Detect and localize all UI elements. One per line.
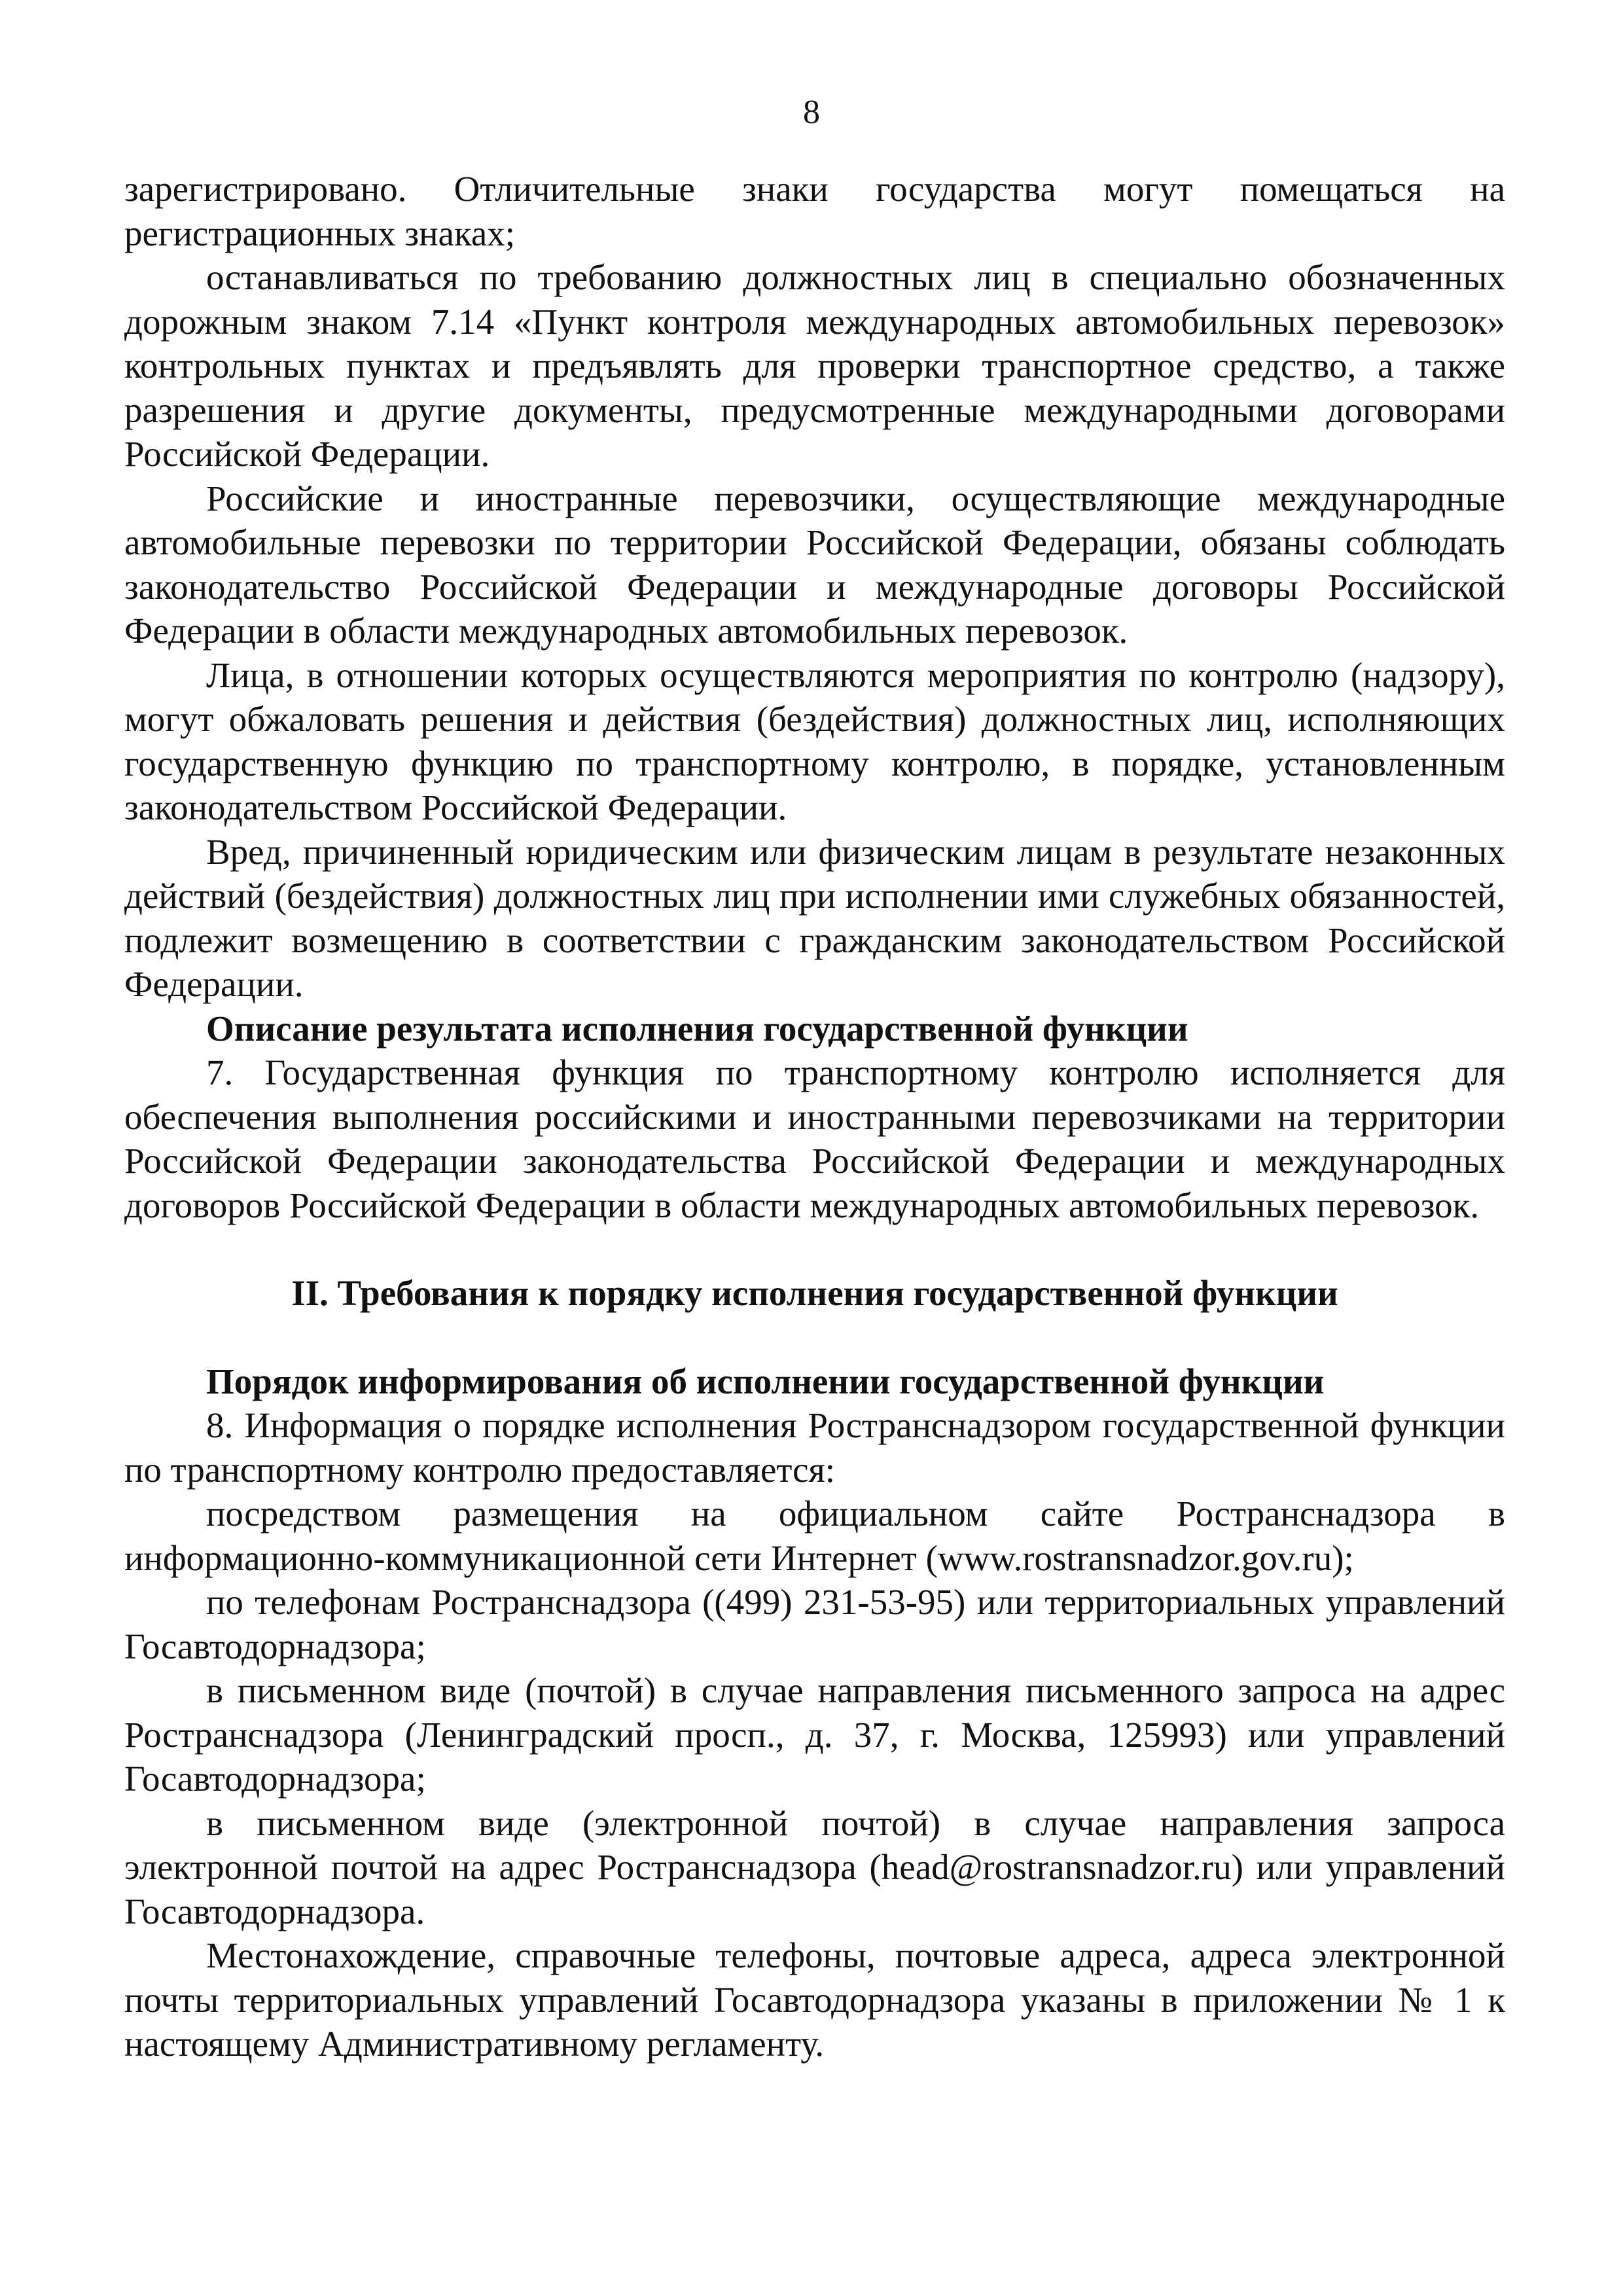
paragraph: 7. Государственная функция по транспортному контролю исполняется для обеспечения выполнения российскими и иностранными перевозчиками на территории Российской Федерации законодательства Российской Федерации и международных договоров Российской Федерации в области международных автомобильных перевозок. xyxy=(124,1052,1505,1225)
spacer xyxy=(124,1316,1505,1359)
paragraph: Местонахождение, справочные телефоны, почтовые адреса, адреса электронной почты территориальных управлений Госавтодорнадзора указаны в приложении № 1 к настоящему Административному регламенту. xyxy=(124,1935,1505,2064)
paragraph: в письменном виде (почтой) в случае направления письменного запроса на адрес Ространснадзора (Ленинградский просп., д. 37, г. Москва, 125993) или управлений Госавтодорнадзора; xyxy=(124,1670,1505,1799)
subheading-result: Описание результата исполнения государственной функции xyxy=(206,1008,1188,1049)
paragraph: останавливаться по требованию должностных лиц в специально обозначенных дорожным знаком 7.14 «Пункт контроля международных автомобильных перевозок» контрольных пунктах и предъявлять для проверки транспортное средство, а также разрешения и другие документы, предусмотренные международными договорами Российской Федерации. xyxy=(124,257,1505,474)
spacer xyxy=(124,1227,1505,1271)
paragraph: Лица, в отношении которых осуществляются мероприятия по контролю (надзору), могут обжаловать решения и действия (бездействия) должностных лиц, исполняющих государственную функцию по транспортному контролю, в порядке, установленным законодательством Российской Федерации. xyxy=(124,655,1505,827)
page-number: 8 xyxy=(803,94,820,131)
paragraph: 8. Информация о порядке исполнения Ространснадзором государственной функции по транспортному контролю предоставляется: xyxy=(124,1405,1505,1490)
document-body xyxy=(124,167,1505,2066)
paragraph: Вред, причиненный юридическим или физическим лицам в результате незаконных действий (бездействия) должностных лиц при исполнении ими служебных обязанностей, подлежит возмещению в соответствии с гражданским законодательством Российской Федерации. xyxy=(124,831,1505,1004)
paragraph: по телефонам Ространснадзора ((499) 231-53-95) или территориальных управлений Госавтодорнадзора; xyxy=(124,1582,1505,1666)
paragraph: Российские и иностранные перевозчики, осуществляющие международные автомобильные перевозки по территории Российской Федерации, обязаны соблюдать законодательство Российской Федерации и международные договоры Российской Федерации в области международных автомобильных перевозок. xyxy=(124,478,1505,651)
section-title: II. Требования к порядку исполнения государственной функции xyxy=(291,1273,1338,1313)
paragraph: зарегистрировано. Отличительные знаки государства могут помещаться на регистрационных знаках; xyxy=(124,169,1505,253)
paragraph: посредством размещения на официальном сайте Ространснадзора в информационно-коммуникационной сети Интернет (www.rostransnadzor.gov.ru); xyxy=(124,1494,1505,1578)
paragraph: в письменном виде (электронной почтой) в случае направления запроса электронной почтой на адрес Ространснадзора (head@rostransnadzor.ru) или управлений Госавтодорнадзора. xyxy=(124,1803,1505,1931)
subheading-informing: Порядок информирования об исполнении государственной функции xyxy=(206,1361,1325,1401)
